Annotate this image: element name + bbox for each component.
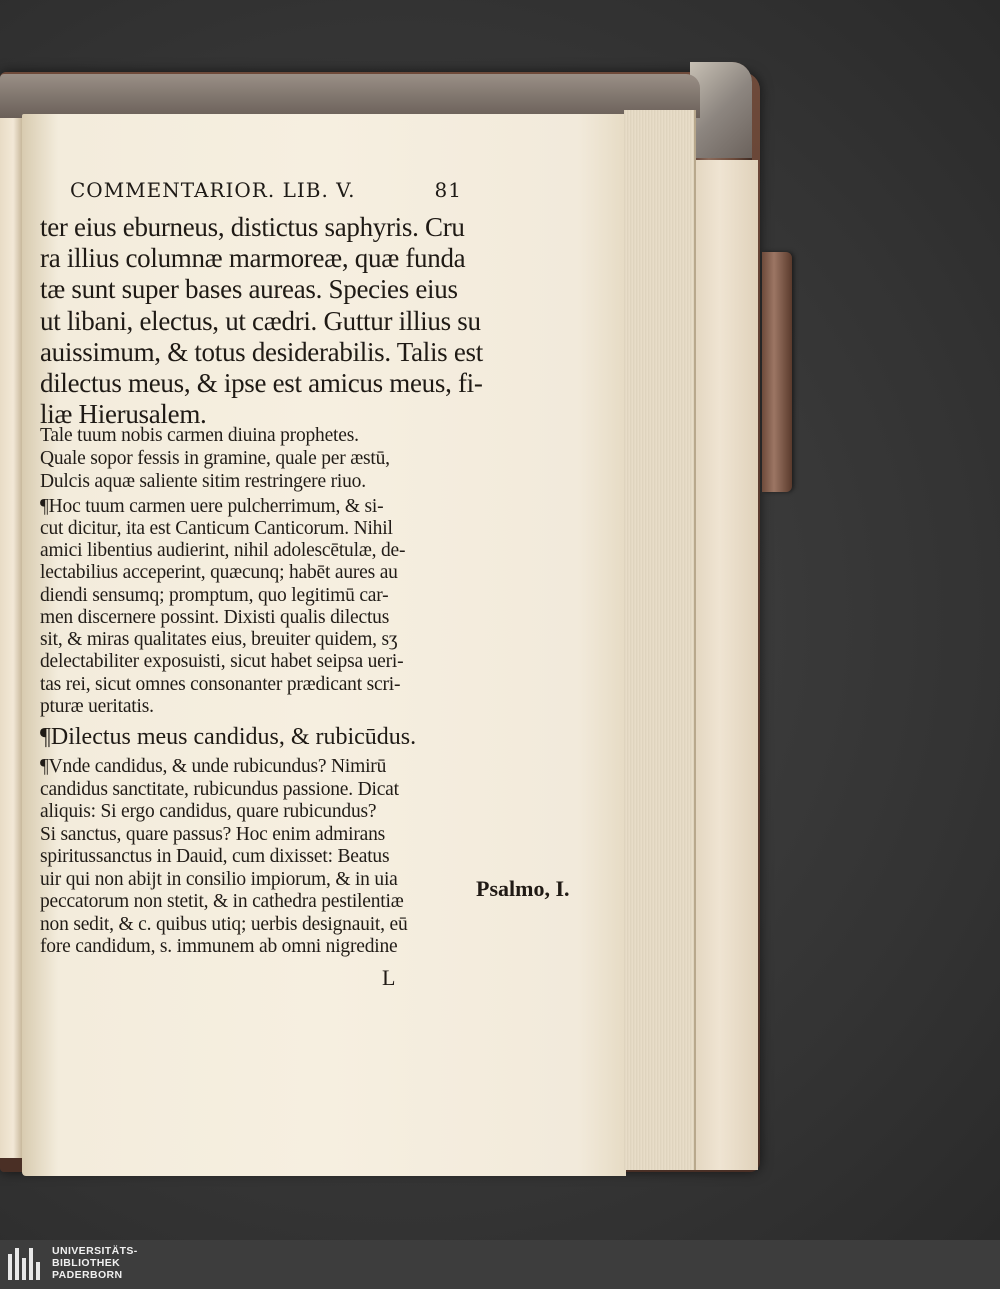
verse-line: Dulcis aquæ saliente sitim restringere riuo. — [40, 471, 366, 492]
signature-mark: L — [382, 965, 396, 990]
text-line: auissimum, & totus desiderabilis. Talis est — [40, 337, 483, 367]
text-line: ra illius columnæ marmoreæ, quæ funda — [40, 243, 466, 273]
footer-bar — [0, 1240, 1000, 1289]
commentary-line: ¶Hoc tuum carmen uere pulcherrimum, & si- — [40, 496, 384, 517]
commentary-line: sit, & miras qualitates eius, breuiter quidem, sʒ — [40, 629, 398, 650]
commentary-line: fore candidum, s. immunem ab omni nigredine — [40, 936, 398, 957]
logo-line: BIBLIOTHEK — [52, 1257, 121, 1269]
commentary-line: Si sanctus, quare passus? Hoc enim admirans — [40, 824, 386, 845]
lemma-line: ¶Dilectus meus candidus, & rubicūdus. — [40, 724, 417, 750]
commentary-line: delectabiliter exposuisti, sicut habet seipsa ueri- — [40, 651, 404, 672]
verse-line: Tale tuum nobis carmen diuina prophetes. — [40, 425, 359, 446]
commentary-line: candidus sanctitate, rubicundus passione. Dicat — [40, 779, 399, 800]
library-logo-text — [52, 1245, 138, 1281]
running-head — [70, 178, 462, 202]
commentary-line: tas rei, sicut omnes consonanter prædicant scri- — [40, 674, 401, 695]
running-head-title: COMMENTARIOR. LIB. V. — [70, 178, 356, 202]
logo-line: PADERBORN — [52, 1269, 123, 1281]
text-line: ter eius eburneus, distictus saphyris. Cru — [40, 212, 465, 242]
commentary-line: diendi sensumq; promptum, quo legitimū car- — [40, 585, 389, 606]
book-clasp — [762, 252, 792, 492]
cover-top-edge — [0, 74, 700, 118]
commentary-line: pturæ ueritatis. — [40, 696, 154, 717]
commentary-line: cut dicitur, ita est Canticum Canticorum. Nihil — [40, 518, 393, 539]
commentary-line: spiritussanctus in Dauid, cum dixisset: Beatus — [40, 846, 390, 867]
commentary-line: uir qui non abijt in consilio impiorum, & in uia — [40, 869, 398, 890]
flyleaf — [694, 160, 758, 1170]
verse-line: Quale sopor fessis in gramine, quale per æstū, — [40, 448, 390, 469]
commentary-line: non sedit, & c. quibus utiq; uerbis designauit, eū — [40, 914, 408, 935]
page-number: 81 — [434, 178, 462, 202]
text-line: ut libani, electus, ut cædri. Guttur illius su — [40, 306, 481, 336]
text-line: liæ Hierusalem. — [40, 399, 207, 429]
logo-line: UNIVERSITÄTS- — [52, 1245, 138, 1257]
commentary-line: ¶Vnde candidus, & unde rubicundus? Nimirū — [40, 756, 387, 777]
commentary-line: aliquis: Si ergo candidus, quare rubicundus? — [40, 801, 377, 822]
text-line: tæ sunt super bases aureas. Species eius — [40, 274, 458, 304]
commentary-line: lectabilius acceperint, quæcunq; habēt aures au — [40, 562, 398, 583]
text-line: dilectus meus, & ipse est amicus meus, fi- — [40, 368, 483, 398]
library-logo-icon — [8, 1248, 44, 1280]
margin-note: Psalmo, I. — [476, 876, 570, 901]
commentary-line: peccatorum non stetit, & in cathedra pestilentiæ — [40, 891, 404, 912]
page-block-edges — [624, 110, 696, 1170]
commentary-line: men discernere possint. Dixisti qualis dilectus — [40, 607, 390, 628]
left-page-edge — [0, 118, 23, 1158]
commentary-line: amici libentius audierint, nihil adolescētulæ, de- — [40, 540, 406, 561]
